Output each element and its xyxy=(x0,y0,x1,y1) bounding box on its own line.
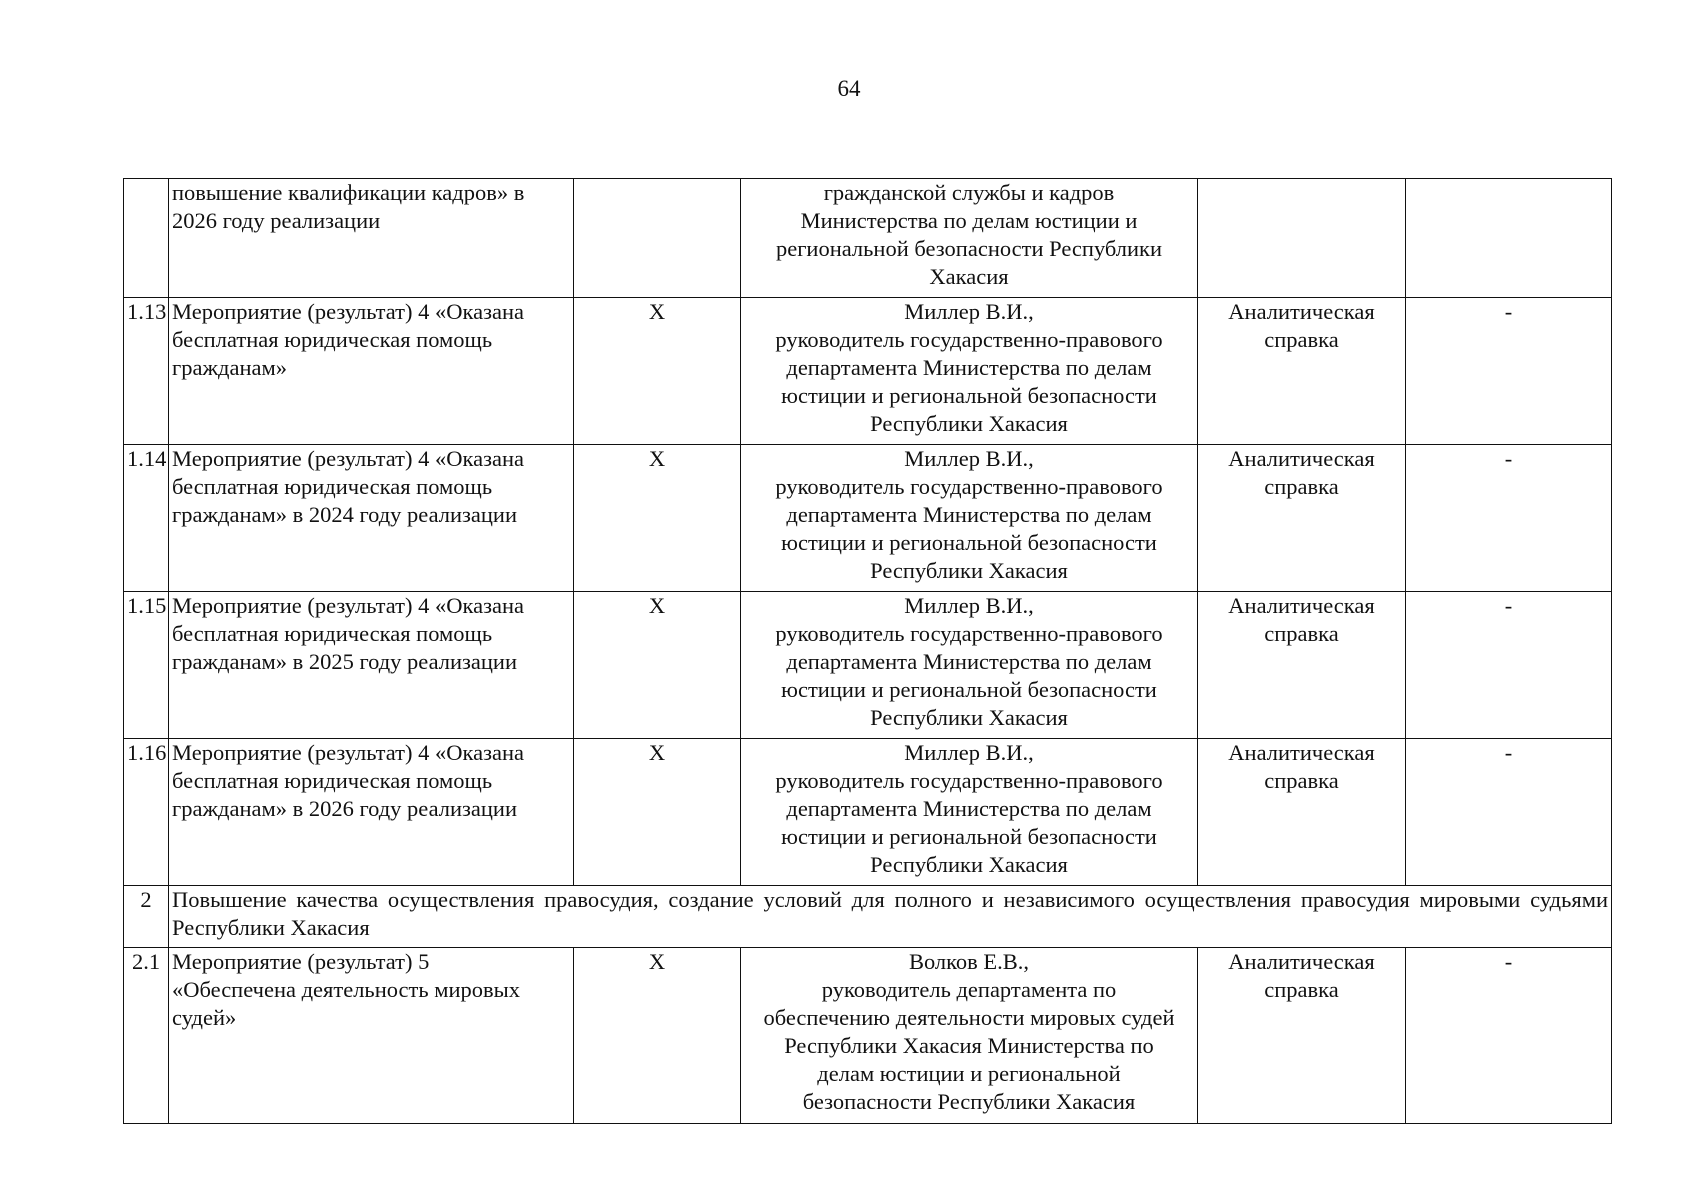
responsible-cell: гражданской службы и кадров Министерства по делам юстиции и региональной безопасности Республики Хакасия xyxy=(741,179,1198,298)
responsible-cell: Миллер В.И., руководитель государственно-правового департамента Министерства по делам юстиции и региональной безопасности Республики Хакасия xyxy=(741,739,1198,886)
dash-cell: - xyxy=(1406,445,1612,592)
document-cell: Аналитическая справка xyxy=(1198,739,1406,886)
dash-cell: - xyxy=(1406,298,1612,445)
dash-cell: - xyxy=(1406,948,1612,1124)
page-number: 64 xyxy=(837,76,861,101)
mark-cell: Х xyxy=(574,592,741,739)
responsible-cell: Миллер В.И., руководитель государственно-правового департамента Министерства по делам юстиции и региональной безопасности Республики Хакасия xyxy=(741,592,1198,739)
table-row xyxy=(124,592,1612,739)
table-row xyxy=(124,298,1612,445)
responsible-cell: Волков Е.В., руководитель департамента по обеспечению деятельности мировых судей Республики Хакасия Министерства по делам юстиции и региональной безопасности Республики Хакасия xyxy=(741,948,1198,1124)
mark-cell: Х xyxy=(574,948,741,1124)
row-number-cell: 2.1 xyxy=(124,948,169,1124)
row-number-cell: 1.16 xyxy=(124,739,169,886)
document-cell: Аналитическая справка xyxy=(1198,948,1406,1124)
measure-name-cell: Мероприятие (результат) 5 «Обеспечена деятельность мировых судей» xyxy=(169,948,574,1124)
measure-name-cell: Мероприятие (результат) 4 «Оказана бесплатная юридическая помощь гражданам» в 2026 году реализации xyxy=(169,739,574,886)
measure-name-cell: Мероприятие (результат) 4 «Оказана бесплатная юридическая помощь гражданам» xyxy=(169,298,574,445)
document-cell: Аналитическая справка xyxy=(1198,592,1406,739)
responsible-cell: Миллер В.И., руководитель государственно-правового департамента Министерства по делам юстиции и региональной безопасности Республики Хакасия xyxy=(741,298,1198,445)
mark-cell: Х xyxy=(574,445,741,592)
table-row xyxy=(124,739,1612,886)
responsible-cell: Миллер В.И., руководитель государственно-правового департамента Министерства по делам юстиции и региональной безопасности Республики Хакасия xyxy=(741,445,1198,592)
section-row xyxy=(124,886,1612,948)
row-number-cell xyxy=(124,179,169,298)
document-cell: Аналитическая справка xyxy=(1198,445,1406,592)
measures-table xyxy=(123,178,1612,1124)
mark-cell: Х xyxy=(574,739,741,886)
section-number-cell: 2 xyxy=(124,886,169,948)
row-number-cell: 1.14 xyxy=(124,445,169,592)
dash-cell xyxy=(1406,179,1612,298)
measure-name-cell: повышение квалификации кадров» в 2026 году реализации xyxy=(169,179,574,298)
table-row xyxy=(124,948,1612,1124)
dash-cell: - xyxy=(1406,739,1612,886)
document-cell: Аналитическая справка xyxy=(1198,298,1406,445)
table-row xyxy=(124,179,1612,298)
table-row xyxy=(124,445,1612,592)
dash-cell: - xyxy=(1406,592,1612,739)
row-number-cell: 1.15 xyxy=(124,592,169,739)
section-title-cell: Повышение качества осуществления правосудия, создание условий для полного и независимого осуществления правосудия мировыми судьями Республики Хакасия xyxy=(169,886,1612,948)
document-cell xyxy=(1198,179,1406,298)
measure-name-cell: Мероприятие (результат) 4 «Оказана бесплатная юридическая помощь гражданам» в 2025 году реализации xyxy=(169,592,574,739)
row-number-cell: 1.13 xyxy=(124,298,169,445)
mark-cell xyxy=(574,179,741,298)
mark-cell: Х xyxy=(574,298,741,445)
measure-name-cell: Мероприятие (результат) 4 «Оказана бесплатная юридическая помощь гражданам» в 2024 году реализации xyxy=(169,445,574,592)
